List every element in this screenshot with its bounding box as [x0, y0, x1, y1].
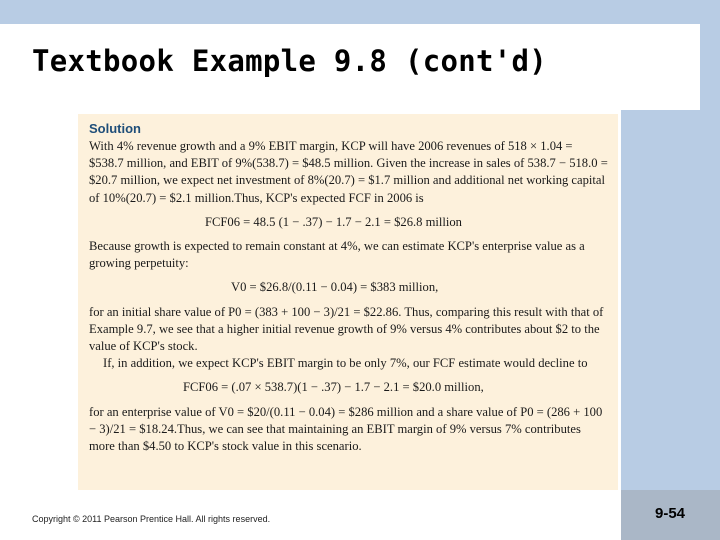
copyright-notice: Copyright © 2011 Pearson Prentice Hall. All rights reserved.: [32, 514, 271, 524]
equation-enterprise-value: V0 = $26.8/(0.11 − 0.04) = $383 million,: [231, 280, 439, 295]
slide-title: Textbook Example 9.8 (cont'd): [32, 44, 548, 78]
solution-heading: Solution: [89, 121, 141, 136]
equation-fcf-revised: FCF06 = (.07 × 538.7)(1 − .37) − 1.7 − 2.1 = $20.0 million,: [183, 380, 484, 395]
solution-paragraph-4: If, in addition, we expect KCP's EBIT margin to be only 7%, our FCF estimate would decline to: [103, 356, 588, 371]
solution-paragraph-1: With 4% revenue growth and a 9% EBIT margin, KCP will have 2006 revenues of 518 × 1.04 = $538.7 million, and EBIT of 9%(538.7) = $48.5 million. Given the increase in sales of 538.7 − 518.0 = $20.7 million, we expect net investment of 8%(20.7) = $1.7 million and additional net working capital of 10%(20.7) = $2.1 million.Thus, KCP's expected FCF in 2006 is: [89, 139, 608, 205]
solution-box: [78, 114, 618, 490]
solution-paragraph-3: for an initial share value of P0 = (383 + 100 − 3)/21 = $22.86. Thus, comparing this result with that of Example 9.7, we see that a higher initial revenue growth of 9% versus 4% contributes about $2 to the value of KCP's stock.: [89, 304, 604, 354]
top-accent-strip: [0, 0, 720, 24]
equation-fcf-2006: FCF06 = 48.5 (1 − .37) − 1.7 − 2.1 = $26.8 million: [205, 214, 462, 229]
solution-paragraph-5: for an enterprise value of V0 = $20/(0.11 − 0.04) = $286 million and a share value of P0 = (286 + 100 − 3)/21 = $18.24.Thus, we can see that maintaining an EBIT margin of 9% versus 7% contributes more than $4.50 to KCP's stock value in this scenario.: [89, 404, 603, 454]
page-number: 9-54: [655, 505, 686, 522]
solution-paragraph-2: Because growth is expected to remain constant at 4%, we can estimate KCP's enterprise value as a growing perpetuity:: [89, 239, 585, 271]
